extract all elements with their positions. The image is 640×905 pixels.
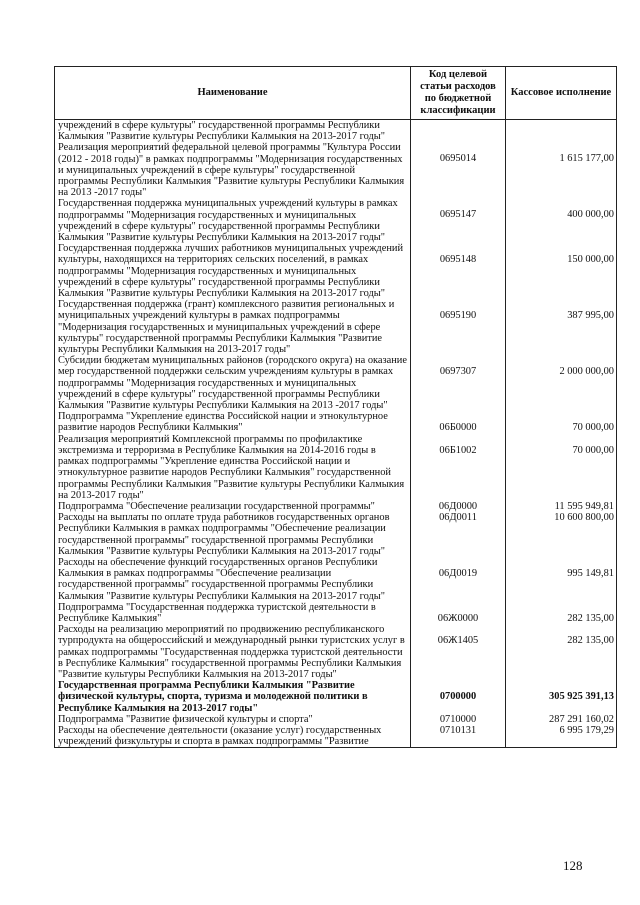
row-code: 0697307: [411, 355, 506, 411]
table-row: [55, 243, 617, 299]
row-code: 06Д0000: [411, 501, 506, 512]
row-amount: 282 135,00: [506, 624, 617, 680]
table-row: [55, 299, 617, 355]
row-name: Подпрограмма "Развитие физической культуры и спорта": [55, 714, 411, 725]
table-row: [55, 512, 617, 557]
row-code: 0710000: [411, 714, 506, 725]
table-row: [55, 680, 617, 714]
table-row: [55, 434, 617, 501]
row-name: Государственная поддержка (грант) комплексного развития региональных и муниципальных учреждений культуры в рамках подпрограммы "Модернизация государственных и муниципальных учреждений в сфере культуры" государственной программы Республики Калмыкия "Развитие культуры Республики Калмыкия на 2013-2017 годы": [55, 299, 411, 355]
row-name: Реализация мероприятий федеральной целевой программы "Культура России (2012 - 2018 годы)" в рамках подпрограммы "Модернизация государственных и муниципальных учреждений в сфере культуры" государственной программы Республики Калмыкия "Развитие культуры Республики Калмыкия на 2013 -2017 годы": [55, 142, 411, 198]
row-code: 06Д0019: [411, 557, 506, 602]
header-name: Наименование: [55, 67, 411, 120]
table-row: [55, 602, 617, 624]
row-code: 0695148: [411, 243, 506, 299]
table-row: [55, 557, 617, 602]
row-name: Расходы на обеспечение функций государственных органов Республики Калмыкия в рамках подпрограммы "Обеспечение реализации государственной программы" государственной программы Республики Калмыкия "Развитие культуры Республики Калмыкия на 2013-2017 годы": [55, 557, 411, 602]
row-amount: 400 000,00: [506, 198, 617, 243]
row-name: Субсидии бюджетам муниципальных районов (городского округа) на оказание мер государственной поддержки сельским учреждениям культуры в рамках подпрограммы "Модернизация государственных и муниципальных учреждений в сфере культуры" государственной программы Республики Калмыкия "Развитие культуры Республики Калмыкия на 2013 -2017 годы": [55, 355, 411, 411]
row-name: Государственная поддержка муниципальных учреждений культуры в рамках подпрограммы "Модернизация государственных и муниципальных учреждений в сфере культуры" государственной программы Республики Калмыкия "Развитие культуры Республики Калмыкия на 2013-2017 годы": [55, 198, 411, 243]
row-code: 06Б0000: [411, 411, 506, 433]
row-amount: 70 000,00: [506, 411, 617, 433]
row-code: 06Б1002: [411, 434, 506, 501]
table-row: [55, 624, 617, 680]
budget-execution-table: [54, 66, 617, 748]
row-amount: [506, 120, 617, 143]
row-name: Государственная программа Республики Калмыкия "Развитие физической культуры, спорта, туризма и молодежной политики в Республике Калмыкия на 2013-2017 годы": [55, 680, 411, 714]
table-header-row: [55, 67, 617, 120]
row-code: 06Ж1405: [411, 624, 506, 680]
table-row: [55, 120, 617, 143]
row-code: 0700000: [411, 680, 506, 714]
row-amount: 6 995 179,29: [506, 725, 617, 748]
row-amount: 305 925 391,13: [506, 680, 617, 714]
row-amount: 70 000,00: [506, 434, 617, 501]
row-code: 06Ж0000: [411, 602, 506, 624]
table-row: [55, 725, 617, 748]
row-amount: 10 600 800,00: [506, 512, 617, 557]
row-name: Подпрограмма "Государственная поддержка туристской деятельности в Республике Калмыкия": [55, 602, 411, 624]
page-number: 128: [563, 858, 583, 873]
row-name: Подпрограмма "Укрепление единства Российской нации и этнокультурное развитие народов Республики Калмыкия": [55, 411, 411, 433]
row-name: Подпрограмма "Обеспечение реализации государственной программы": [55, 501, 411, 512]
row-amount: 11 595 949,81: [506, 501, 617, 512]
row-name: Расходы на реализацию мероприятий по продвижению республиканского турпродукта на общероссийский и международный рынки туристских услуг в рамках подпрограммы "Государственная поддержка туристской деятельности в Республике Калмыкия" государственной программы Республики Калмыкия "Развитие культуры Республики Калмыкия на 2013-2017 годы": [55, 624, 411, 680]
table-row: [55, 714, 617, 725]
table-row: [55, 355, 617, 411]
row-name: Расходы на обеспечение деятельности (оказание услуг) государственных учреждений физкультуры и спорта в рамках подпрограммы "Развитие: [55, 725, 411, 748]
row-amount: 282 135,00: [506, 602, 617, 624]
row-code: [411, 120, 506, 143]
row-name: Государственная поддержка лучших работников муниципальных учреждений культуры, находящихся на территориях сельских поселений, в рамках подпрограммы "Модернизация государственных и муниципальных учреждений в сфере культуры" государственной программы Республики Калмыкия "Развитие культуры Республики Калмыкия на 2013-2017 годы": [55, 243, 411, 299]
row-amount: 1 615 177,00: [506, 142, 617, 198]
row-amount: 150 000,00: [506, 243, 617, 299]
row-amount: 287 291 160,02: [506, 714, 617, 725]
row-code: 0695190: [411, 299, 506, 355]
row-code: 0710131: [411, 725, 506, 748]
row-amount: 995 149,81: [506, 557, 617, 602]
header-code: Код целевой статьи расходов по бюджетной классификации: [411, 67, 506, 120]
row-code: 06Д0011: [411, 512, 506, 557]
table-row: [55, 501, 617, 512]
row-name: Реализация мероприятий Комплексной программы по профилактике экстремизма и терроризма в Республике Калмыкия на 2014-2016 годы в рамках подпрограммы "Укрепление единства Российской нации и этнокультурное развитие народов Республики Калмыкия" государственной программы Республики Калмыкия "Развитие культуры Республики Калмыкия на 2013-2017 годы": [55, 434, 411, 501]
header-amount: Кассовое исполнение: [506, 67, 617, 120]
row-name: Расходы на выплаты по оплате труда работников государственных органов Республики Калмыкия в рамках подпрограммы "Обеспечение реализации государственной программы" государственной программы Республики Калмыкия "Развитие культуры Республики Калмыкия на 2013-2017 годы": [55, 512, 411, 557]
table-row: [55, 142, 617, 198]
row-amount: 387 995,00: [506, 299, 617, 355]
table-row: [55, 198, 617, 243]
row-name: учреждений в сфере культуры" государственной программы Республики Калмыкия "Развитие культуры Республики Калмыкия на 2013-2017 годы": [55, 120, 411, 143]
row-code: 0695014: [411, 142, 506, 198]
table-row: [55, 411, 617, 433]
row-amount: 2 000 000,00: [506, 355, 617, 411]
row-code: 0695147: [411, 198, 506, 243]
